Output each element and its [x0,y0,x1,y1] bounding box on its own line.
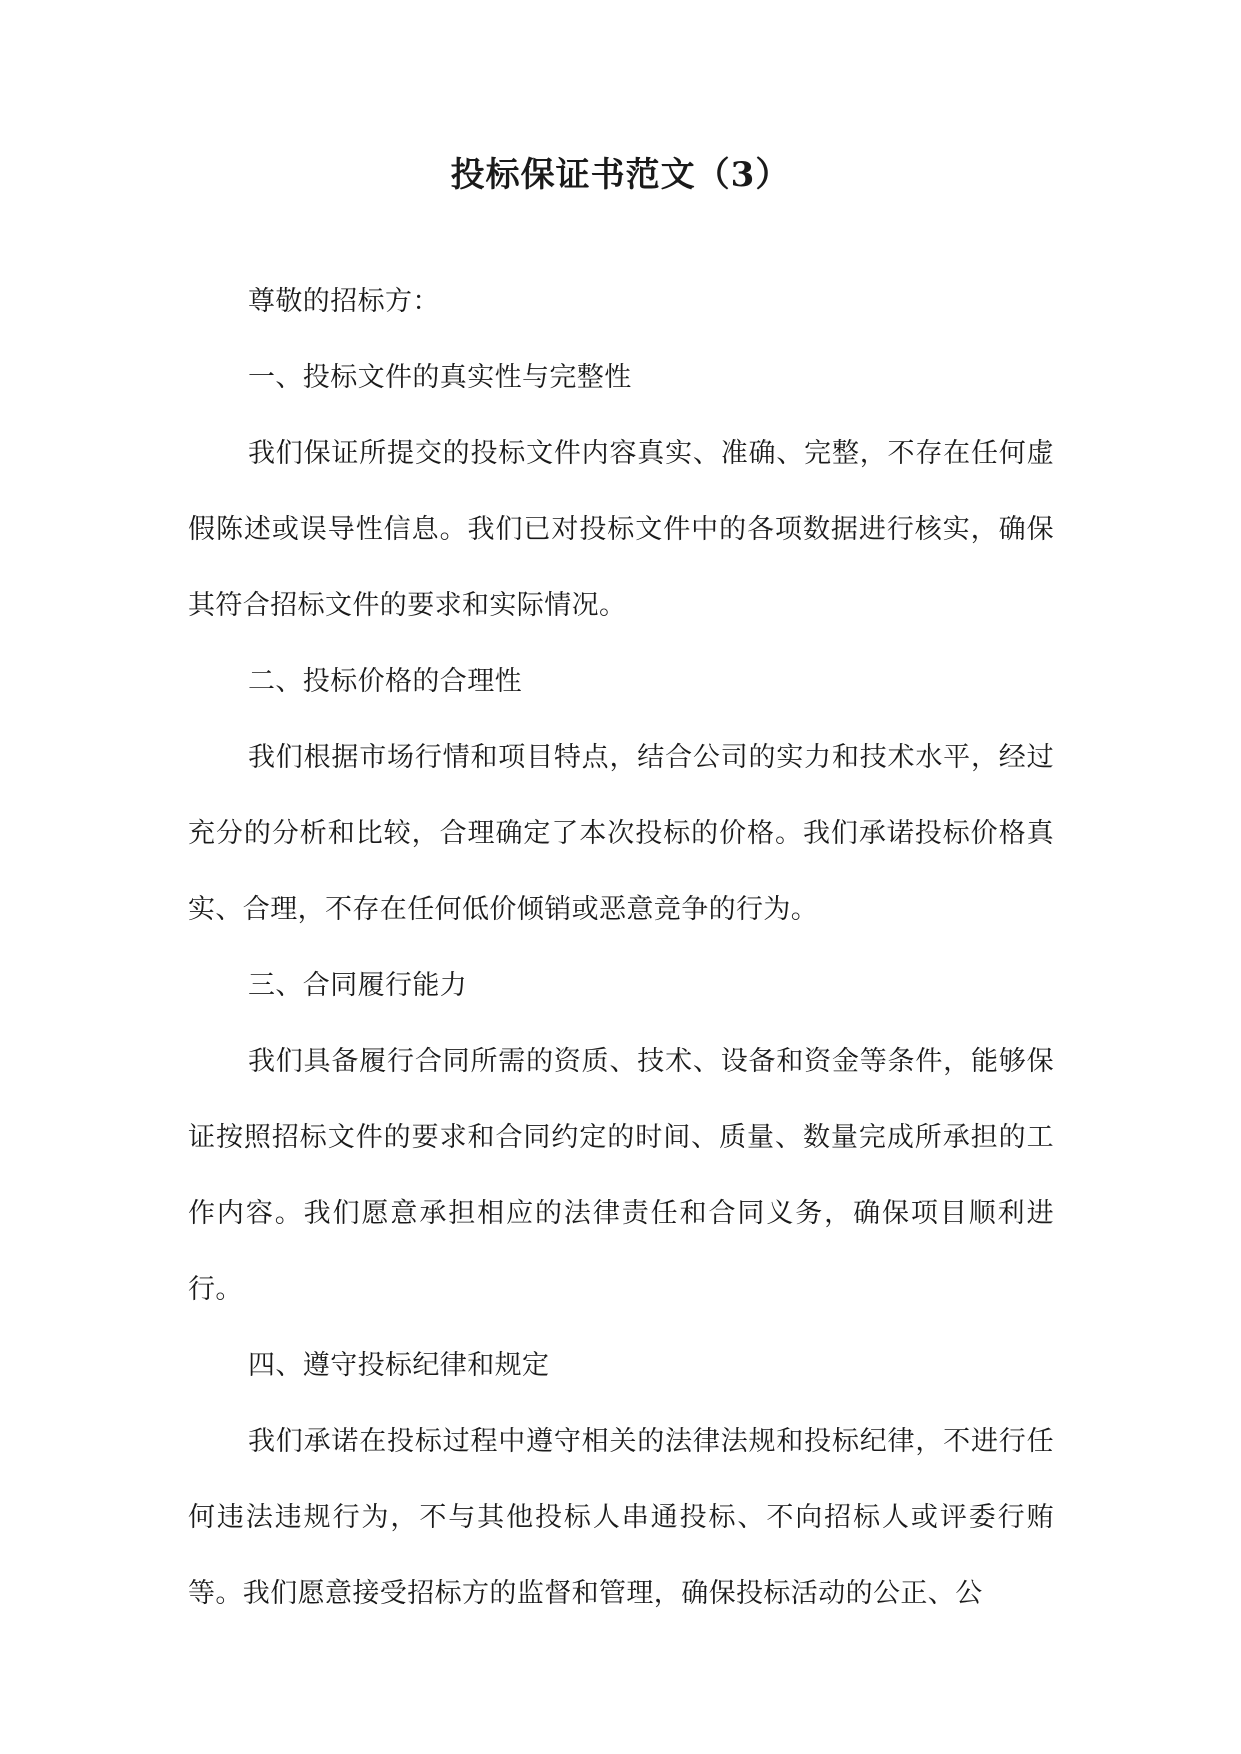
section-heading-3: 三、合同履行能力 [248,970,468,1001]
section-body-3: 我们具备履行合同所需的资质、技术、设备和资金等条件，能够保证按照招标文件的要求和合同约定的时间、质量、数量完成所承担的工作内容。我们愿意承担相应的法律责任和合同义务，确保项目顺利进行。 [188,1046,1054,1305]
section-heading-2: 二、投标价格的合理性 [248,666,522,697]
section-heading-4: 四、遵守投标纪律和规定 [248,1350,550,1381]
document-title: 投标保证书范文（3） [450,155,791,195]
section-body-4: 我们承诺在投标过程中遵守相关的法律法规和投标纪律，不进行任何违法违规行为，不与其他投标人串通投标、不向招标人或评委行贿等。我们愿意接受招标方的监督和管理，确保投标活动的公正、公 [188,1426,1054,1609]
salutation: 尊敬的招标方： [248,286,440,317]
section-heading-1: 一、投标文件的真实性与完整性 [248,362,632,393]
document-body [188,264,1054,1632]
section-body-2: 我们根据市场行情和项目特点，结合公司的实力和技术水平，经过充分的分析和比较，合理确定了本次投标的价格。我们承诺投标价格真实、合理，不存在任何低价倾销或恶意竞争的行为。 [188,742,1054,925]
section-body-1: 我们保证所提交的投标文件内容真实、准确、完整，不存在任何虚假陈述或误导性信息。我们已对投标文件中的各项数据进行核实，确保其符合招标文件的要求和实际情况。 [188,438,1054,621]
